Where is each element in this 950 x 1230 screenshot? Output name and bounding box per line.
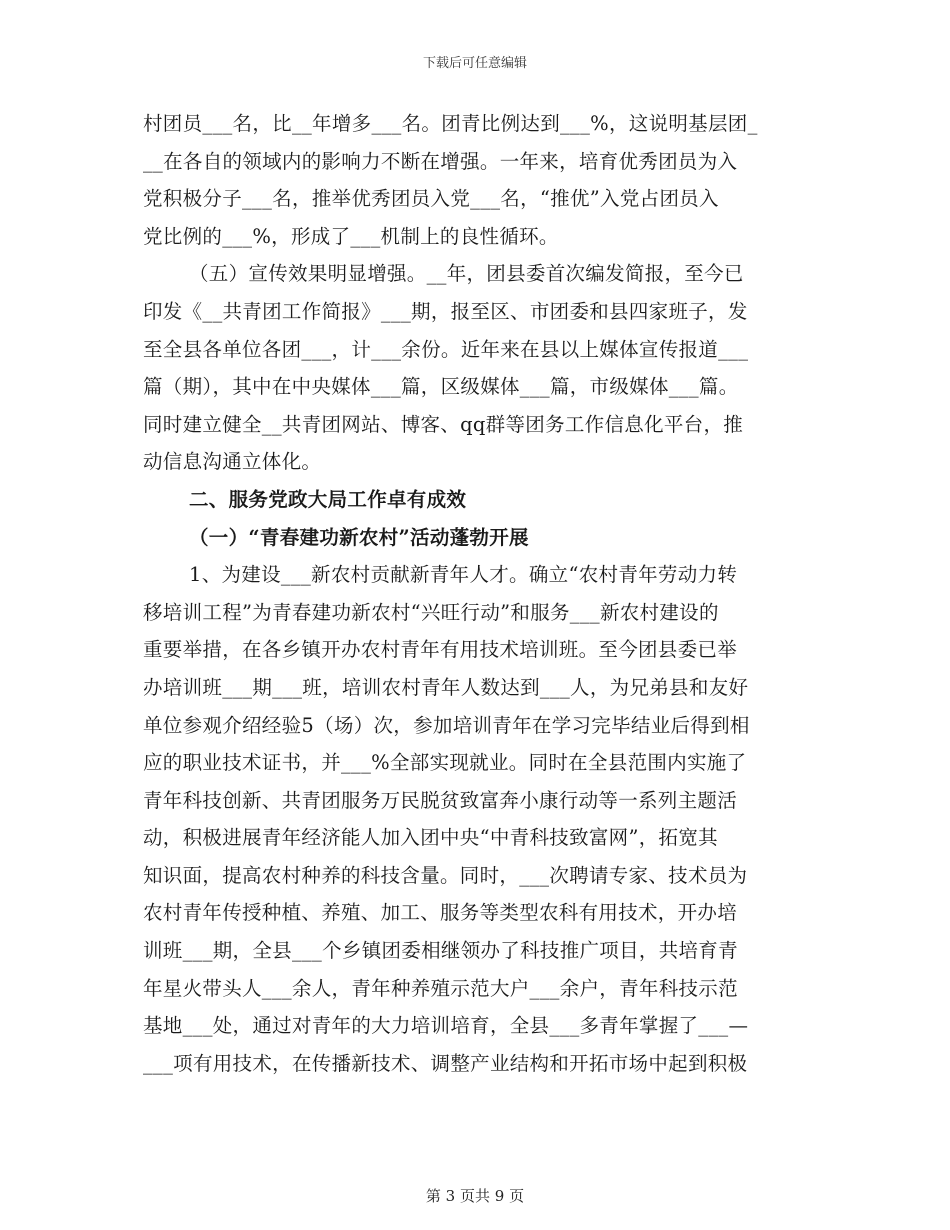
paragraph-line: 重要举措，在各乡镇开办农村青年有用技术培训班。至今团县委已举 bbox=[143, 638, 738, 662]
paragraph-line: 农村青年传授种植、养殖、加工、服务等类型农科有用技术，开办培 bbox=[143, 901, 738, 925]
paragraph-line: ___项有用技术，在传播新技术、调整产业结构和开拓市场中起到积极 bbox=[143, 1051, 748, 1075]
paragraph-line: 党比例的___%，形成了___机制上的良性循环。 bbox=[143, 224, 559, 248]
paragraph-line: 年星火带头人___余人，青年种养殖示范大户___余户，青年科技示范 bbox=[143, 976, 738, 1000]
paragraph-line: 篇（期），其中在中央媒体___篇，区级媒体___篇，市级媒体___篇。 bbox=[143, 375, 739, 399]
paragraph-line: 动信息沟通立体化。 bbox=[143, 450, 322, 474]
paragraph-line: 1、为建设___新农村贡献新青年人才。确立“农村青年劳动力转 bbox=[189, 563, 738, 587]
section-heading: （一）“青春建功新农村”活动蓬勃开展 bbox=[189, 525, 529, 549]
paragraph-line: 印发《__共青团工作简报》___期，报至区、市团委和县四家班子，发 bbox=[143, 299, 748, 323]
paragraph-line: 办培训班___期___班，培训农村青年人数达到___人，为兄弟县和友好 bbox=[143, 675, 749, 699]
paragraph-line: 动，积极进展青年经济能人加入团中央“中青科技致富网”，拓宽其 bbox=[143, 826, 718, 850]
section-heading: 二、服务党政大局工作卓有成效 bbox=[189, 487, 467, 511]
paragraph-line: 知识面，提高农村种养的科技含量。同时，___次聘请专家、技术员为 bbox=[143, 863, 748, 887]
paragraph-line: 基地___处，通过对青年的大力培训培育，全县___多青年掌握了___— bbox=[143, 1014, 749, 1038]
paragraph-line: 同时建立健全__共青团网站、博客、qq群等团务工作信息化平台，推 bbox=[143, 412, 744, 436]
page-header: 下载后可任意编辑 bbox=[422, 56, 527, 71]
paragraph-line: 移培训工程”为青春建功新农村“兴旺行动”和服务___新农村建设的 bbox=[143, 600, 719, 624]
paragraph-line: 村团员___名，比__年增多___名。团青比例达到___%，这说明基层团_ bbox=[143, 112, 758, 135]
paragraph-line: 党积极分子___名，推举优秀团员入党___名，“推优”入党占团员入 bbox=[143, 187, 719, 211]
paragraph-line: 训班___期，全县___个乡镇团委相继领办了科技推广项目，共培育青 bbox=[143, 939, 738, 963]
paragraph-line: （五）宣传效果明显增强。__年，团县委首次编发简报，至今已 bbox=[189, 262, 744, 286]
body-text bbox=[143, 105, 805, 1082]
paragraph-line: 至全县各单位各团___，计___余份。近年来在县以上媒体宣传报道___ bbox=[143, 337, 749, 361]
page-footer: 第 3 页共 9 页 bbox=[425, 1187, 525, 1205]
paragraph-line: __在各自的领域内的影响力不断在增强。一年来，培育优秀团员为入 bbox=[143, 149, 738, 173]
paragraph-line: 应的职业技术证书，并___%全部实现就业。同时在全县范围内实施了 bbox=[143, 751, 747, 775]
paragraph-line: 单位参观介绍经验5（场）次，参加培训青年在学习完毕结业后得到相 bbox=[143, 713, 750, 737]
paragraph-line: 青年科技创新、共青团服务万民脱贫致富奔小康行动等一系列主题活 bbox=[143, 788, 738, 812]
